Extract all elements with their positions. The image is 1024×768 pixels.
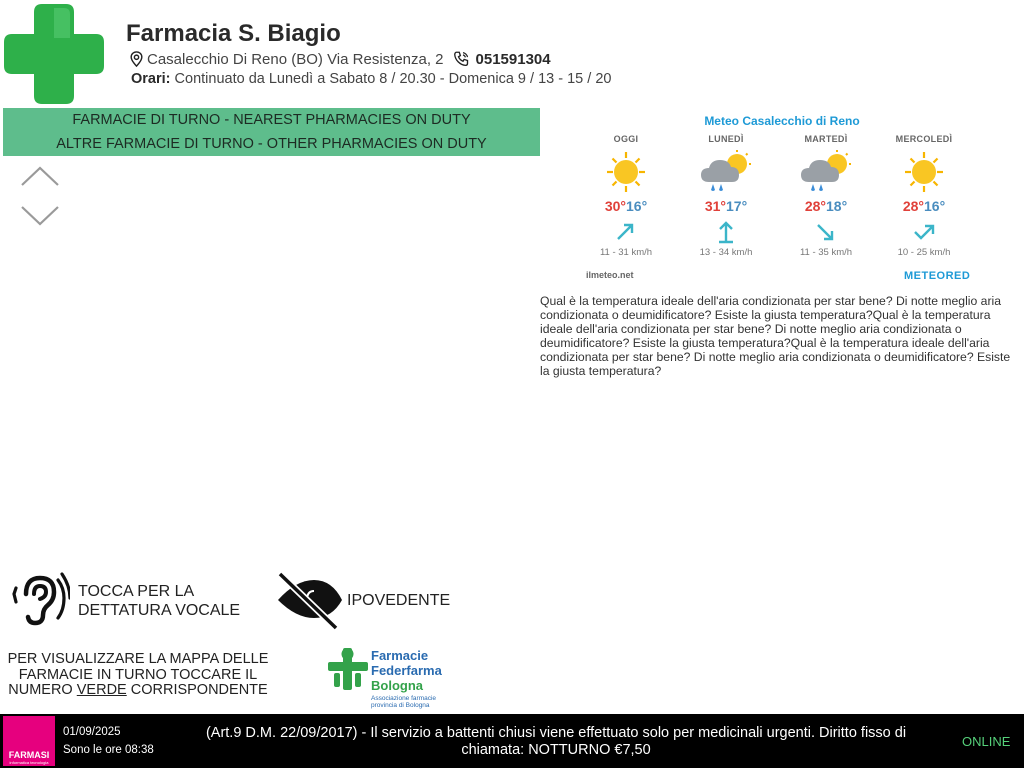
map-note-text: PER VISUALIZZARE LA MAPPA DELLE FARMACIE IN TURNO TOCCARE IL NUMERO (7, 651, 269, 698)
pharmacy-name: Farmacia S. Biagio (126, 20, 341, 47)
farmasi-logo (3, 716, 55, 766)
footer-message: (Art.9 D.M. 22/09/2017) - Il servizio a battenti chiusi viene effettuato solo per medicinali urgenti. Diritto fisso di chiamata: NOTTURNO €7,50 (205, 725, 907, 758)
wind-arrow-icon (613, 220, 639, 244)
day-name: OGGI (613, 134, 639, 144)
weather-day (682, 134, 770, 258)
day-temperature (782, 198, 870, 214)
voice-dictation-label[interactable]: TOCCA PER LA DETTATURA VOCALE (78, 583, 241, 619)
day-temperature (880, 198, 968, 214)
farmasi-logo-subtext: informatica tecnologia (9, 760, 49, 765)
low-vision-label[interactable]: IPOVEDENTE (347, 592, 451, 609)
day-name: LUNEDÌ (708, 134, 744, 144)
map-note (4, 652, 272, 699)
scroll-down-chevron-icon[interactable] (20, 204, 60, 228)
weather-source-ilmeteo[interactable]: ilmeteo.net (586, 270, 634, 280)
day-temperature (582, 198, 670, 214)
hours-label: Orari: (131, 71, 171, 87)
day-temperature (682, 198, 770, 214)
duty-banner (3, 108, 540, 156)
footer-date: 01/09/2025 (63, 726, 121, 738)
federfarma-line4: Associazione farmacie provincia di Bologna (371, 695, 437, 709)
phone-icon (452, 50, 471, 68)
day-name: MARTEDÌ (804, 134, 848, 144)
temp-min: 16° (924, 198, 946, 214)
advice-text: Qual è la temperatura ideale dell'aria condizionata per star bene? Di notte meglio aria condizionata o deumidificatore? Esiste la giusta temperatura?Qual è la temperatura ideale dell'aria condizionata per star bene? Di notte meglio aria condizionata o deumidificatore? Esiste la giusta temperatura?Qual è la temperatura ideale dell'aria condizionata per star bene? Di notte meglio aria condizionata o deumidificatore? Esiste la giusta temperatura? (540, 294, 1011, 378)
temp-max: 28° (902, 198, 924, 214)
wind-arrow-icon (813, 220, 839, 244)
temp-min: 18° (826, 198, 848, 214)
temp-max: 28° (804, 198, 826, 214)
sun-icon (599, 150, 653, 194)
sun-cloud-rain-icon (699, 150, 753, 194)
federfarma-line2: Federfarma (371, 663, 442, 678)
pharmacy-cross-logo (4, 4, 104, 104)
address-row (128, 49, 551, 69)
wind-speed: 11 - 35 km/h (799, 247, 853, 258)
footer-time: Sono le ore 08:38 (63, 744, 154, 756)
eye-slash-icon[interactable] (274, 570, 344, 630)
other-duty-link[interactable]: ALTRE FARMACIE DI TURNO - OTHER PHARMACIES ON DUTY (56, 136, 487, 152)
wind-speed: 13 - 34 km/h (699, 247, 753, 258)
temp-max: 30° (604, 198, 626, 214)
opening-hours (131, 71, 611, 87)
weather-day (782, 134, 870, 258)
scroll-up-chevron-icon[interactable] (20, 164, 60, 188)
weather-day (880, 134, 968, 258)
temp-min: 16° (626, 198, 648, 214)
map-note-green: VERDE (76, 682, 127, 698)
weather-widget (582, 110, 982, 288)
wind-speed: 11 - 31 km/h (599, 247, 653, 258)
federfarma-line1: Farmacie (371, 648, 429, 663)
temp-min: 17° (726, 198, 748, 214)
online-status-badge: ONLINE (962, 734, 1011, 749)
federfarma-logo-icon (326, 646, 370, 692)
wind-speed: 10 - 25 km/h (897, 247, 951, 258)
pharmacy-address: Casalecchio Di Reno (BO) Via Resistenza, 2 (147, 50, 444, 68)
hours-value: Continuato da Lunedì a Sabato 8 / 20.30 - Domenica 9 / 13 - 15 / 20 (174, 71, 612, 87)
weather-title: Meteo Casalecchio di Reno (704, 114, 860, 128)
weather-source-meteored[interactable]: METEORED (904, 270, 971, 282)
nearest-duty-link[interactable]: FARMACIE DI TURNO - NEAREST PHARMACIES ON DUTY (72, 112, 471, 128)
map-note-text-end: CORRISPONDENTE (126, 682, 268, 698)
farmasi-logo-text: FARMASI (8, 750, 50, 760)
temp-max: 31° (704, 198, 726, 214)
sun-icon (897, 150, 951, 194)
footer-bar (0, 714, 1024, 768)
day-name: MERCOLEDÌ (895, 134, 953, 144)
location-pin-icon (128, 50, 145, 68)
weather-day (582, 134, 670, 258)
wind-arrow-icon (911, 220, 937, 244)
wind-arrow-icon (713, 220, 739, 244)
federfarma-line3: Bologna (371, 678, 423, 693)
pharmacy-phone[interactable]: 051591304 (475, 50, 551, 68)
ear-icon[interactable] (12, 572, 70, 628)
sun-cloud-rain-icon (799, 150, 853, 194)
